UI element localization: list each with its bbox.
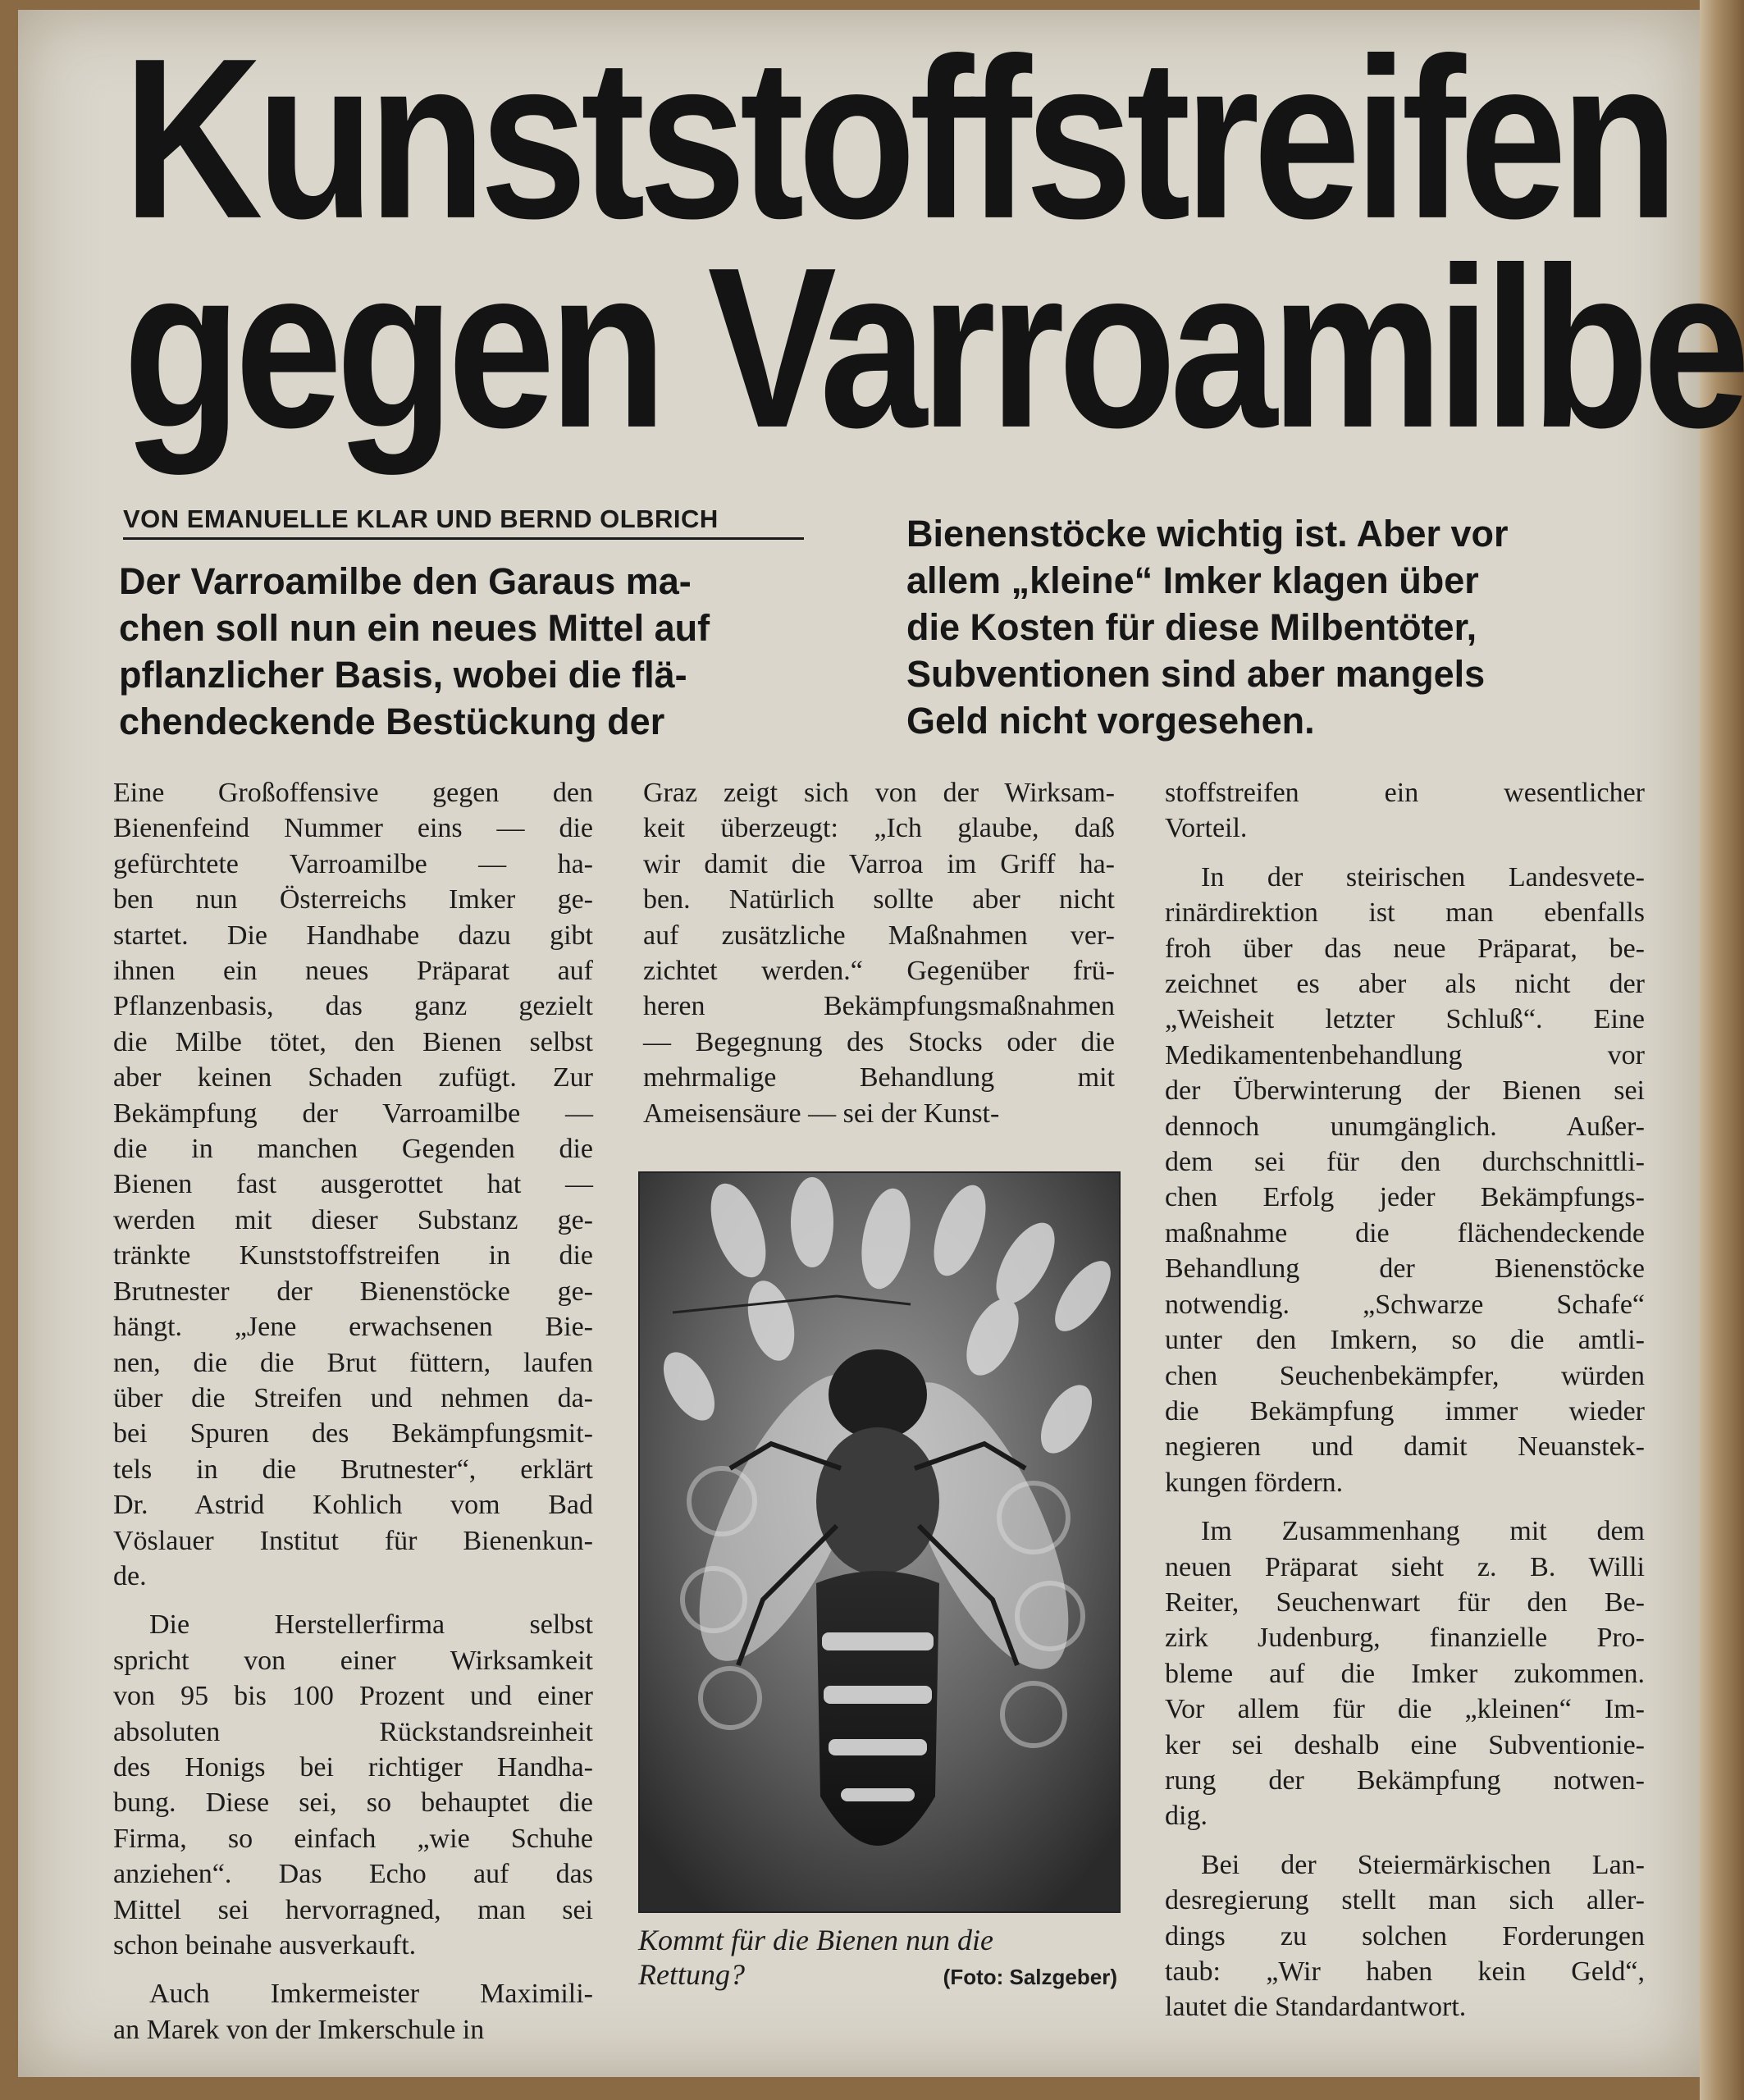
article-line: ben nun Österreichs Imker ge-: [113, 884, 593, 915]
lead-line: die Kosten für diese Milbentöter,: [906, 606, 1477, 648]
article-line: spricht von einer Wirksamkeit: [113, 1645, 593, 1676]
article-line: Vorteil.: [1165, 813, 1248, 844]
article-line: des Honigs bei richtiger Handha-: [113, 1751, 593, 1783]
article-line: Im Zusammenhang mit dem: [1201, 1516, 1645, 1547]
article-line: dings zu solchen Forderungen: [1165, 1920, 1645, 1952]
article-column-2: [643, 775, 1115, 1131]
article-column-3: [1165, 775, 1645, 2025]
article-line: aber keinen Schaden zufügt. Zur: [113, 1062, 593, 1093]
article-line: an Marek von der Imkerschule in: [113, 2014, 485, 2045]
article-line: werden mit dieser Substanz ge-: [113, 1204, 593, 1235]
article-line: die Milbe tötet, den Bienen selbst: [113, 1026, 593, 1057]
article-line: Bienen fast ausgerottet hat —: [113, 1169, 593, 1200]
article-line: hängt. „Jene erwachsenen Bie-: [113, 1312, 593, 1343]
bee-illustration: [640, 1173, 1119, 1911]
article-line: ben. Natürlich sollte aber nicht: [643, 884, 1115, 915]
article-line: Auch Imkermeister Maximili-: [149, 1979, 593, 2010]
article-line: Vöslauer Institut für Bienenkun-: [113, 1525, 593, 1556]
article-line: tels in die Brutnester“, erklärt: [113, 1454, 593, 1485]
article-line: maßnahme die flächendeckende: [1165, 1217, 1645, 1249]
article-line: rinärdirektion ist man ebenfalls: [1165, 897, 1645, 929]
article-line: desregierung stellt man sich aller-: [1165, 1885, 1645, 1916]
article-line: die Bekämpfung immer wieder: [1165, 1395, 1645, 1427]
lead-paragraph-left: [119, 558, 857, 745]
article-line: dennoch unumgänglich. Außer-: [1165, 1111, 1645, 1142]
lead-line: pflanzlicher Basis, wobei die flä-: [119, 654, 687, 696]
lead-line: chendeckende Bestückung der: [119, 701, 665, 742]
article-line: Reiter, Seuchenwart für den Be-: [1165, 1586, 1645, 1618]
photo-credit: (Foto: Salzgeber): [943, 1965, 1117, 1989]
caption-line-1: Kommt für die Bienen nun die: [638, 1924, 993, 1956]
article-line: ker sei deshalb eine Subventionie-: [1165, 1729, 1645, 1760]
article-line: notwendig. „Schwarze Schafe“: [1165, 1289, 1645, 1320]
caption-line-2: Rettung?: [638, 1958, 745, 1991]
article-line: heren Bekämpfungsmaßnahmen: [643, 991, 1115, 1022]
article-line: Bei der Steiermärkischen Lan-: [1201, 1849, 1645, 1880]
article-column-1: [113, 775, 593, 2048]
article-line: von 95 bis 100 Prozent und einer: [113, 1681, 593, 1712]
article-line: absoluten Rückstandsreinheit: [113, 1716, 593, 1747]
article-line: „Weisheit letzter Schluß“. Eine: [1165, 1004, 1645, 1035]
headline-line-1: Kunststoffstreifen: [123, 11, 1673, 267]
article-line: zirk Judenburg, finanzielle Pro-: [1165, 1623, 1645, 1654]
bee-photo: [638, 1171, 1121, 1913]
article-line: lautet die Standardantwort.: [1165, 1992, 1467, 2023]
article-line: Dr. Astrid Kohlich vom Bad: [113, 1490, 593, 1521]
article-line: neuen Präparat sieht z. B. Willi: [1165, 1551, 1645, 1582]
article-line: negieren und damit Neuanstek-: [1165, 1431, 1645, 1463]
lead-line: chen soll nun ein neues Mittel auf: [119, 607, 710, 649]
article-line: ihnen ein neues Präparat auf: [113, 956, 593, 987]
article-line: kungen fördern.: [1165, 1467, 1344, 1498]
article-line: taub: „Wir haben kein Geld“,: [1165, 1956, 1645, 1987]
article-line: Behandlung der Bienenstöcke: [1165, 1253, 1645, 1285]
article-line: Medikamentenbehandlung vor: [1165, 1039, 1645, 1071]
article-line: zichtet werden.“ Gegenüber frü-: [643, 956, 1115, 987]
article-line: nen, die die Brut füttern, laufen: [113, 1347, 593, 1378]
article-line: der Überwinterung der Bienen sei: [1165, 1075, 1645, 1107]
lead-line: Der Varroamilbe den Garaus ma-: [119, 560, 692, 602]
article-line: Bienenfeind Nummer eins — die: [113, 813, 593, 844]
article-line: dem sei für den durchschnittli-: [1165, 1147, 1645, 1178]
paragraph-gap: [1165, 1500, 1645, 1513]
article-line: de.: [113, 1560, 147, 1591]
article-line: Vor allem für die „kleinen“ Im-: [1165, 1694, 1645, 1725]
article-line: bleme auf die Imker zukommen.: [1165, 1658, 1645, 1689]
paragraph-gap: [1165, 1834, 1645, 1847]
lead-line: Geld nicht vorgesehen.: [906, 700, 1315, 742]
article-line: stoffstreifen ein wesentlicher: [1165, 778, 1645, 808]
article-line: Pflanzenbasis, das ganz gezielt: [113, 991, 593, 1022]
paragraph-gap: [1165, 847, 1645, 860]
article-line: chen Seuchenbekämpfer, würden: [1165, 1360, 1645, 1391]
article-line: gefürchtete Varroamilbe — ha-: [113, 848, 593, 879]
article-line: tränkte Kunststoffstreifen in die: [113, 1240, 593, 1271]
article-line: In der steirischen Landesvete-: [1201, 861, 1645, 892]
article-line: unter den Imkern, so die amtli-: [1165, 1325, 1645, 1356]
headline-line-2: gegen Varroamilbe: [123, 220, 1744, 476]
article-line: Ameisensäure — sei der Kunst-: [643, 1098, 1000, 1129]
article-line: froh über das neue Präparat, be-: [1165, 933, 1645, 964]
article-line: — Begegnung des Stocks oder die: [643, 1026, 1115, 1057]
article-line: dig.: [1165, 1801, 1208, 1832]
article-line: mehrmalige Behandlung mit: [643, 1062, 1115, 1093]
lead-line: allem „kleine“ Imker klagen über: [906, 559, 1479, 601]
paragraph-gap: [113, 1594, 593, 1607]
article-line: Bekämpfung der Varroamilbe —: [113, 1098, 593, 1129]
article-line: Die Herstellerfirma selbst: [149, 1609, 593, 1641]
article-line: Graz zeigt sich von der Wirksam-: [643, 778, 1115, 808]
article-line: Brutnester der Bienenstöcke ge-: [113, 1276, 593, 1307]
article-line: rung der Bekämpfung notwen-: [1165, 1764, 1645, 1796]
article-line: anziehen“. Das Echo auf das: [113, 1859, 593, 1890]
byline: VON EMANUELLE KLAR UND BERND OLBRICH: [123, 504, 804, 540]
article-line: Mittel sei hervorragned, man sei: [113, 1894, 593, 1925]
article-line: chen Erfolg jeder Bekämpfungs-: [1165, 1182, 1645, 1213]
article-line: die in manchen Gegenden die: [113, 1134, 593, 1165]
paragraph-gap: [113, 1963, 593, 1976]
article-line: über die Streifen und nehmen da-: [113, 1382, 593, 1413]
article-line: bei Spuren des Bekämpfungsmit-: [113, 1418, 593, 1449]
article-line: schon beinahe ausverkauft.: [113, 1930, 417, 1961]
article-line: wir damit die Varroa im Griff ha-: [643, 848, 1115, 879]
article-line: bung. Diese sei, so behauptet die: [113, 1787, 593, 1819]
lead-line: Subventionen sind aber mangels: [906, 653, 1486, 695]
lead-line: Bienenstöcke wichtig ist. Aber vor: [906, 513, 1509, 555]
article-line: auf zusätzliche Maßnahmen ver-: [643, 920, 1115, 951]
article-line: Firma, so einfach „wie Schuhe: [113, 1823, 593, 1854]
headline: [123, 11, 1744, 476]
article-line: keit überzeugt: „Ich glaube, daß: [643, 813, 1115, 844]
article-line: Eine Großoffensive gegen den: [113, 778, 593, 808]
article-line: startet. Die Handhabe dazu gibt: [113, 920, 593, 951]
article-line: zeichnet es aber als nicht der: [1165, 969, 1645, 1000]
lead-paragraph-right: [906, 510, 1649, 744]
photo-caption: [638, 1923, 1117, 1994]
